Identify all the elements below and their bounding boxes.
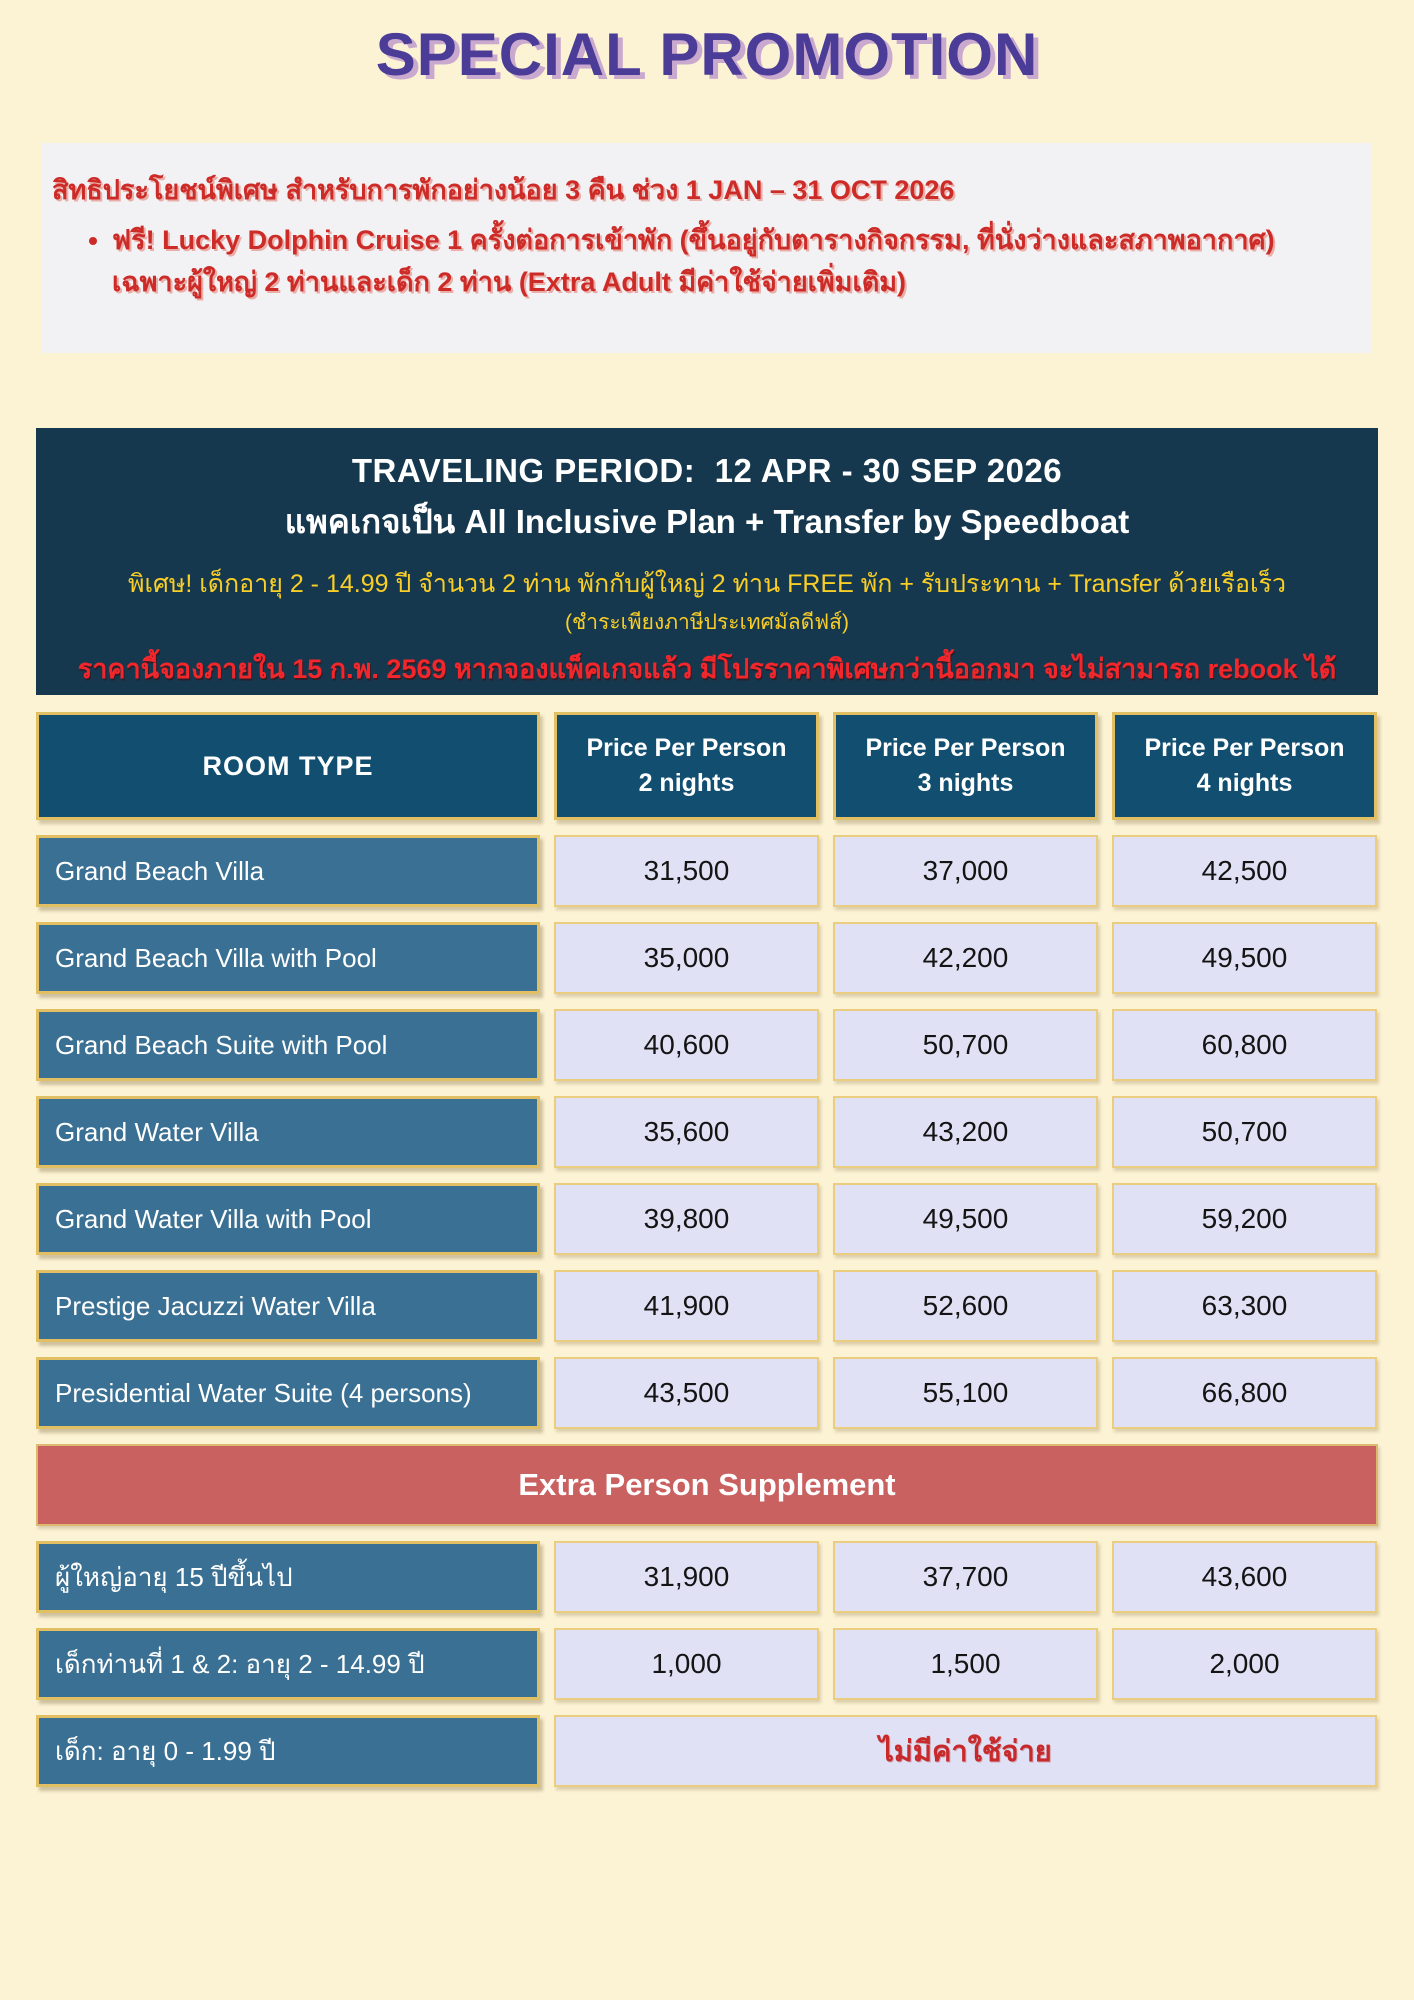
table-row	[36, 922, 1378, 994]
extra-person-supplement-header: Extra Person Supplement	[36, 1444, 1378, 1526]
table-row	[36, 1009, 1378, 1081]
table-row	[36, 1357, 1378, 1429]
price-cell: 50,700	[1112, 1096, 1377, 1168]
price-cell: 59,200	[1112, 1183, 1377, 1255]
price-cell: 43,600	[1112, 1541, 1377, 1613]
price-cell: 50,700	[833, 1009, 1098, 1081]
price-cell: 43,200	[833, 1096, 1098, 1168]
price-table	[36, 712, 1378, 1802]
price-cell: 35,600	[554, 1096, 819, 1168]
benefits-box	[42, 143, 1372, 353]
room-type-cell: Grand Beach Suite with Pool	[36, 1009, 540, 1081]
supplement-label-cell: เด็ก: อายุ 0 - 1.99 ปี	[36, 1715, 540, 1787]
price-cell: 37,000	[833, 835, 1098, 907]
price-cell: 52,600	[833, 1270, 1098, 1342]
price-cell: 31,500	[554, 835, 819, 907]
price-cell: 35,000	[554, 922, 819, 994]
price-cell: 63,300	[1112, 1270, 1377, 1342]
nights-label: 2 nights	[638, 769, 735, 797]
room-type-cell: Grand Water Villa with Pool	[36, 1183, 540, 1255]
price-cell: 31,900	[554, 1541, 819, 1613]
nights-label: 4 nights	[1196, 769, 1293, 797]
price-header-3-nights	[833, 712, 1098, 820]
table-row	[36, 835, 1378, 907]
supplement-label-cell: ผู้ใหญ่อายุ 15 ปีขึ้นไป	[36, 1541, 540, 1613]
price-header-label: Price Per Person	[1144, 734, 1345, 762]
traveling-period-banner	[36, 428, 1378, 695]
room-type-cell: Grand Beach Villa with Pool	[36, 922, 540, 994]
supplement-row	[36, 1628, 1378, 1700]
price-header-label: Price Per Person	[865, 734, 1066, 762]
price-cell: 2,000	[1112, 1628, 1377, 1700]
price-cell: 49,500	[833, 1183, 1098, 1255]
price-cell: 40,600	[554, 1009, 819, 1081]
room-type-cell: Grand Beach Villa	[36, 835, 540, 907]
price-header-2-nights	[554, 712, 819, 820]
tax-note: (ชำระเพียงภาษีประเทศมัลดีฟส์)	[565, 611, 849, 634]
supplement-row	[36, 1541, 1378, 1613]
price-cell: 49,500	[1112, 922, 1377, 994]
package-plan-title: แพคเกจเป็น All Inclusive Plan + Transfer by Speedboat	[284, 503, 1130, 540]
kids-free-promo-note: พิเศษ! เด็กอายุ 2 - 14.99 ปี จำนวน 2 ท่าน พักกับผู้ใหญ่ 2 ท่าน FREE พัก + รับประทาน + Transfer ด้วยเรือเร็ว	[128, 570, 1286, 598]
room-type-cell: Grand Water Villa	[36, 1096, 540, 1168]
supplement-label-cell: เด็กท่านที่ 1 & 2: อายุ 2 - 14.99 ปี	[36, 1628, 540, 1700]
no-charge-cell: ไม่มีค่าใช้จ่าย	[554, 1715, 1377, 1787]
price-cell: 42,500	[1112, 835, 1377, 907]
price-cell: 66,800	[1112, 1357, 1377, 1429]
nights-label: 3 nights	[917, 769, 1014, 797]
price-header-4-nights	[1112, 712, 1377, 820]
room-type-cell: Presidential Water Suite (4 persons)	[36, 1357, 540, 1429]
table-row	[36, 1270, 1378, 1342]
price-cell: 55,100	[833, 1357, 1098, 1429]
room-type-header: ROOM TYPE	[36, 712, 540, 820]
price-cell: 39,800	[554, 1183, 819, 1255]
table-row	[36, 1096, 1378, 1168]
benefits-heading: สิทธิประโยชน์พิเศษ สำหรับการพักอย่างน้อย 3 คืน ช่วง 1 JAN – 31 OCT 2026	[52, 175, 955, 205]
price-cell: 60,800	[1112, 1009, 1377, 1081]
traveling-period-title: TRAVELING PERIOD: 12 APR - 30 SEP 2026	[351, 452, 1063, 489]
page-title: SPECIAL PROMOTION	[375, 21, 1039, 88]
benefits-list	[112, 220, 1346, 304]
supplement-row	[36, 1715, 1378, 1787]
table-row	[36, 1183, 1378, 1255]
price-cell: 1,500	[833, 1628, 1098, 1700]
table-header-row	[36, 712, 1378, 820]
price-cell: 43,500	[554, 1357, 819, 1429]
price-cell: 42,200	[833, 922, 1098, 994]
booking-deadline-note: ราคานี้จองภายใน 15 ก.พ. 2569 หากจองแพ็คเกจแล้ว มีโปรราคาพิเศษกว่านี้ออกมา จะไม่สามารถ rebook ได้	[77, 654, 1337, 684]
price-cell: 1,000	[554, 1628, 819, 1700]
room-type-cell: Prestige Jacuzzi Water Villa	[36, 1270, 540, 1342]
benefits-bullet: • ฟรี! Lucky Dolphin Cruise 1 ครั้งต่อการเข้าพัก (ขึ้นอยู่กับตารางกิจกรรม, ที่นั่งว่างและสภาพอากาศ) เฉพาะผู้ใหญ่ 2 ท่านและเด็ก 2 ท่าน (Extra Adult มีค่าใช้จ่ายเพิ่มเติม)	[112, 220, 1312, 304]
price-header-label: Price Per Person	[586, 734, 787, 762]
price-cell: 41,900	[554, 1270, 819, 1342]
price-cell: 37,700	[833, 1541, 1098, 1613]
